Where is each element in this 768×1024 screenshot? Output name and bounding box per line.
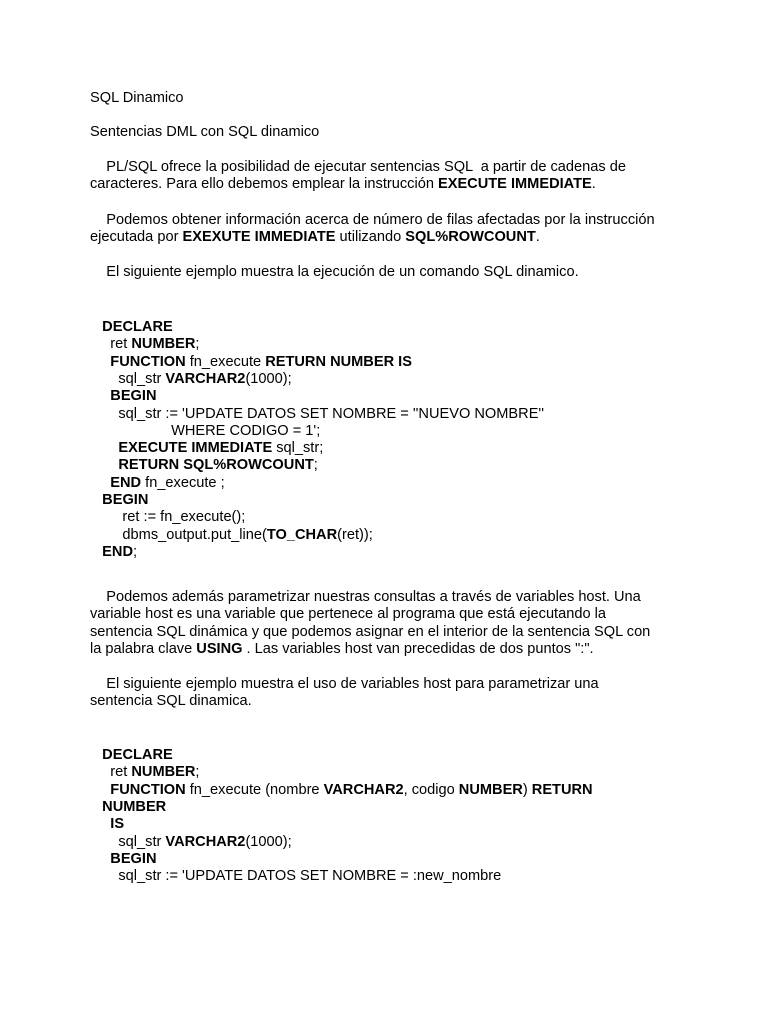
text-line: [90, 676, 599, 693]
text-run: [90, 544, 102, 560]
text-run: Podemos además parametrizar nuestras consultas a través de variables host. Una: [90, 589, 641, 605]
text-run: sentencia SQL dinámica y que podemos asignar en el interior de la sentencia SQL con: [90, 623, 651, 640]
text-line: [90, 229, 540, 246]
text-run: fn_execute ;: [141, 474, 225, 491]
text-run: ;: [313, 457, 318, 474]
text-run: (1000);: [245, 370, 292, 387]
text-run: [90, 354, 110, 370]
text-run: . Las variables host van precedidas de dos puntos ":".: [242, 640, 594, 657]
text-line: [90, 527, 373, 544]
text-run: ): [522, 781, 532, 798]
text-run: (1000);: [245, 833, 292, 850]
text-line: [90, 693, 252, 710]
text-run: caracteres. Para ello debemos emplear la instrucción: [90, 176, 438, 193]
text-run: WHERE CODIGO = 1';: [90, 422, 321, 439]
text-line: [90, 764, 199, 781]
text-line: [90, 492, 148, 509]
text-run: la palabra clave: [90, 640, 197, 657]
text-line: [90, 423, 320, 440]
text-run: Podemos obtener información acerca de número de filas afectadas por la instrucción: [90, 212, 655, 228]
text-line: [90, 747, 173, 764]
text-line: [90, 834, 292, 851]
bold-keyword: NUMBER: [131, 336, 196, 353]
text-run: [90, 457, 118, 473]
bold-keyword: NUMBER: [131, 764, 196, 781]
text-run: dbms_output.put_line(: [90, 526, 267, 543]
bold-keyword: FUNCTION: [110, 353, 186, 370]
text-run: sql_str: [90, 370, 166, 387]
text-line: [90, 589, 641, 606]
text-run: [90, 799, 102, 815]
text-line: [90, 406, 544, 423]
text-run: variable host es una variable que pertenece al programa que está ejecutando la: [90, 606, 606, 623]
text-line: [90, 782, 593, 799]
text-run: [90, 782, 110, 798]
text-run: ;: [132, 543, 138, 560]
text-run: fn_execute: [185, 353, 266, 370]
text-run: sentencia SQL dinamica.: [90, 693, 252, 710]
bold-keyword: EXECUTE IMMEDIATE: [437, 176, 592, 193]
text-run: sql_str := 'UPDATE DATOS SET NOMBRE = :new_nombre: [90, 868, 502, 885]
text-line: [90, 799, 166, 816]
bold-keyword: VARCHAR2: [165, 833, 246, 850]
bold-keyword: EXEXUTE IMMEDIATE: [182, 229, 336, 246]
bold-keyword: IS: [110, 816, 125, 833]
text-line: [90, 371, 292, 388]
text-run: .: [535, 229, 540, 246]
text-line: [90, 475, 225, 492]
bold-keyword: BEGIN: [110, 388, 157, 405]
bold-keyword: RETURN: [531, 781, 593, 798]
text-line: [90, 544, 137, 561]
bold-keyword: EXECUTE IMMEDIATE: [118, 440, 273, 457]
doc-title: SQL Dinamico: [90, 90, 184, 106]
text-line: [90, 212, 655, 229]
text-run: [90, 816, 110, 832]
text-run: [90, 440, 118, 456]
bold-keyword: END: [102, 543, 133, 560]
text-run: [90, 388, 110, 404]
text-line: [90, 457, 318, 474]
text-run: El siguiente ejemplo muestra la ejecución de un comando SQL dinamico.: [90, 264, 579, 280]
text-run: [90, 475, 110, 491]
text-run: sql_str := 'UPDATE DATOS SET NOMBRE = ''NUEVO NOMBRE'': [90, 405, 544, 422]
text-run: sql_str: [90, 833, 166, 850]
bold-keyword: NUMBER: [102, 798, 167, 815]
bold-keyword: FUNCTION: [110, 781, 186, 798]
text-run: [90, 851, 110, 867]
bold-keyword: RETURN NUMBER IS: [265, 353, 412, 370]
text-line: [90, 851, 157, 868]
doc-subtitle: Sentencias DML con SQL dinamico: [90, 124, 320, 140]
text-run: , codigo: [403, 781, 459, 798]
text-line: [90, 641, 594, 658]
text-run: PL/SQL ofrece la posibilidad de ejecutar sentencias SQL a partir de cadenas de: [90, 159, 626, 175]
text-run: ret := fn_execute();: [90, 509, 246, 526]
bold-keyword: SQL%ROWCOUNT: [405, 229, 536, 246]
text-line: [90, 336, 199, 353]
text-line: [90, 440, 323, 457]
text-run: El siguiente ejemplo muestra el uso de variables host para parametrizar una: [90, 676, 599, 692]
text-run: (ret));: [337, 526, 373, 543]
text-run: ;: [195, 764, 200, 781]
bold-keyword: TO_CHAR: [266, 526, 338, 543]
bold-keyword: VARCHAR2: [165, 370, 246, 387]
text-run: [90, 492, 102, 508]
text-run: fn_execute (nombre: [185, 781, 324, 798]
text-line: [90, 388, 157, 405]
text-run: ;: [195, 336, 200, 353]
bold-keyword: BEGIN: [102, 492, 149, 508]
text-run: [90, 319, 102, 335]
text-line: [90, 606, 606, 623]
text-line: [90, 176, 596, 193]
bold-keyword: BEGIN: [110, 850, 157, 867]
text-run: ret: [90, 336, 132, 353]
text-line: [90, 816, 124, 833]
text-line: [90, 159, 626, 176]
bold-keyword: RETURN SQL%ROWCOUNT: [118, 457, 314, 474]
text-run: ejecutada por: [90, 229, 183, 246]
bold-keyword: DECLARE: [102, 319, 173, 335]
text-line: [90, 319, 173, 336]
bold-keyword: USING: [196, 640, 243, 657]
text-run: ret: [90, 764, 132, 781]
text-line: [90, 868, 501, 885]
text-line: [90, 624, 650, 641]
text-line: [90, 509, 245, 526]
text-run: .: [591, 176, 596, 193]
text-run: sql_str;: [272, 440, 324, 457]
text-run: [90, 747, 102, 763]
bold-keyword: END: [110, 474, 142, 491]
bold-keyword: VARCHAR2: [323, 781, 404, 798]
text-line: [90, 354, 412, 371]
bold-keyword: DECLARE: [102, 747, 173, 763]
text-run: utilizando: [335, 229, 406, 246]
bold-keyword: NUMBER: [458, 781, 523, 798]
text-line: [90, 264, 579, 281]
